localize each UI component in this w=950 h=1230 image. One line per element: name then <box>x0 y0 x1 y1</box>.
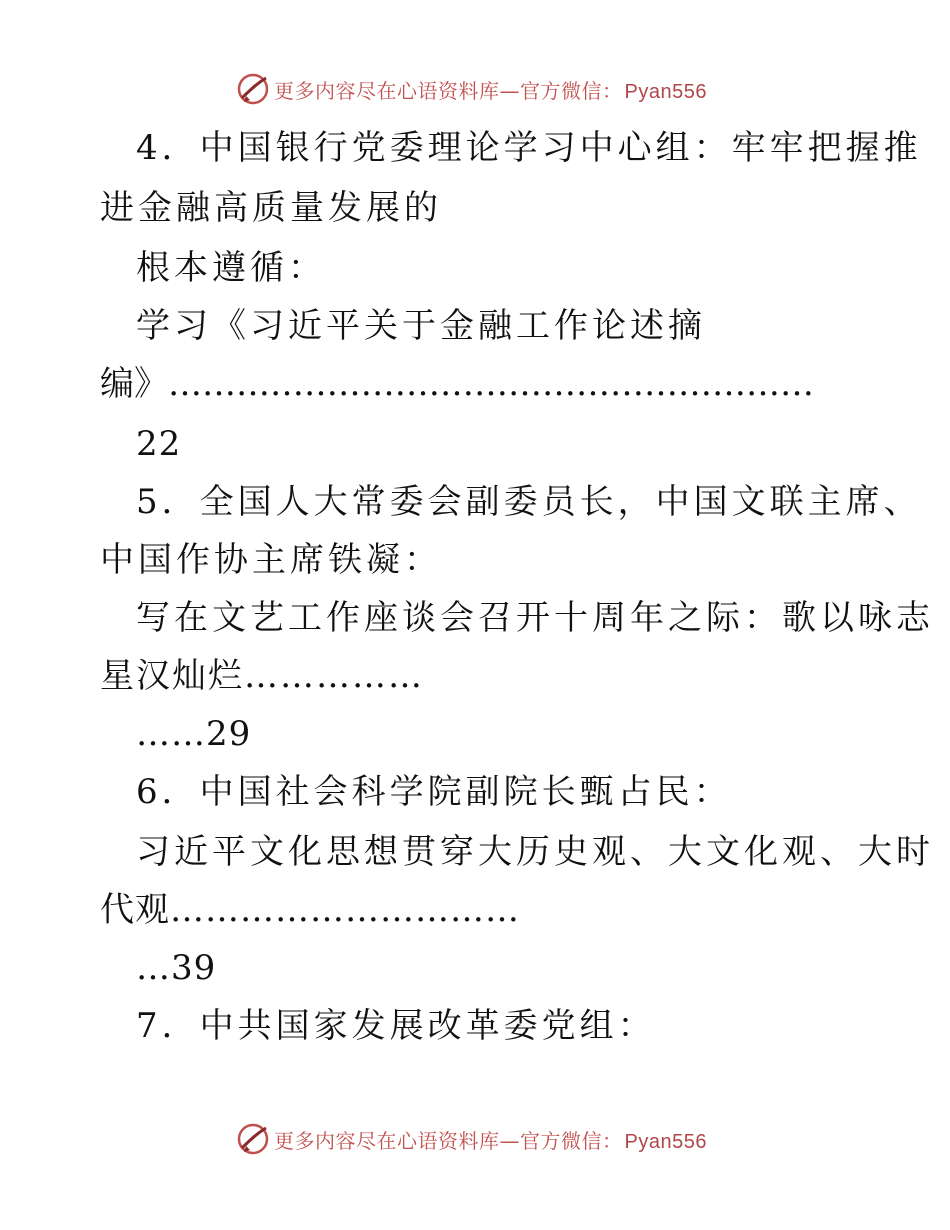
footer-watermark <box>236 1122 707 1156</box>
watermark-text: 更多内容尽在心语资料库—官方微信： Pyan556 <box>274 1128 707 1153</box>
toc-line: 学习《习近平关于金融工作论述摘 <box>136 306 706 346</box>
toc-line: 习近平文化思想贯穿大历史观、大文化观、大时 <box>136 832 934 872</box>
watermark-id: Pyan556 <box>624 1130 707 1153</box>
toc-page-number: …39 <box>136 948 217 988</box>
toc-line: 根本遵循： <box>136 248 326 288</box>
toc-line: 代观………………………… <box>100 890 520 930</box>
toc-line: 星汉灿烂…………… <box>100 656 424 696</box>
toc-line: 中国作协主席铁凝： <box>100 540 442 580</box>
toc-line: 6．中国社会科学院副院长甄占民： <box>136 772 732 812</box>
pen-logo-icon <box>236 1122 270 1156</box>
header-watermark <box>236 72 707 106</box>
toc-line: 进金融高质量发展的 <box>100 188 442 228</box>
toc-page-number: 22 <box>136 424 182 464</box>
toc-line: 5．全国人大常委会副委员长，中国文联主席、 <box>136 482 922 522</box>
toc-line: 编》………………………………………………… <box>100 364 814 404</box>
toc-line: 7．中共国家发展改革委党组： <box>136 1006 656 1046</box>
watermark-text: 更多内容尽在心语资料库—官方微信： Pyan556 <box>274 78 707 103</box>
watermark-id: Pyan556 <box>624 80 707 103</box>
pen-logo-icon <box>236 72 270 106</box>
toc-line: 写在文艺工作座谈会召开十周年之际：歌以咏志 <box>136 598 934 638</box>
toc-page-number: ……29 <box>136 714 252 754</box>
toc-line: 4．中国银行党委理论学习中心组：牢牢把握推 <box>136 128 922 168</box>
